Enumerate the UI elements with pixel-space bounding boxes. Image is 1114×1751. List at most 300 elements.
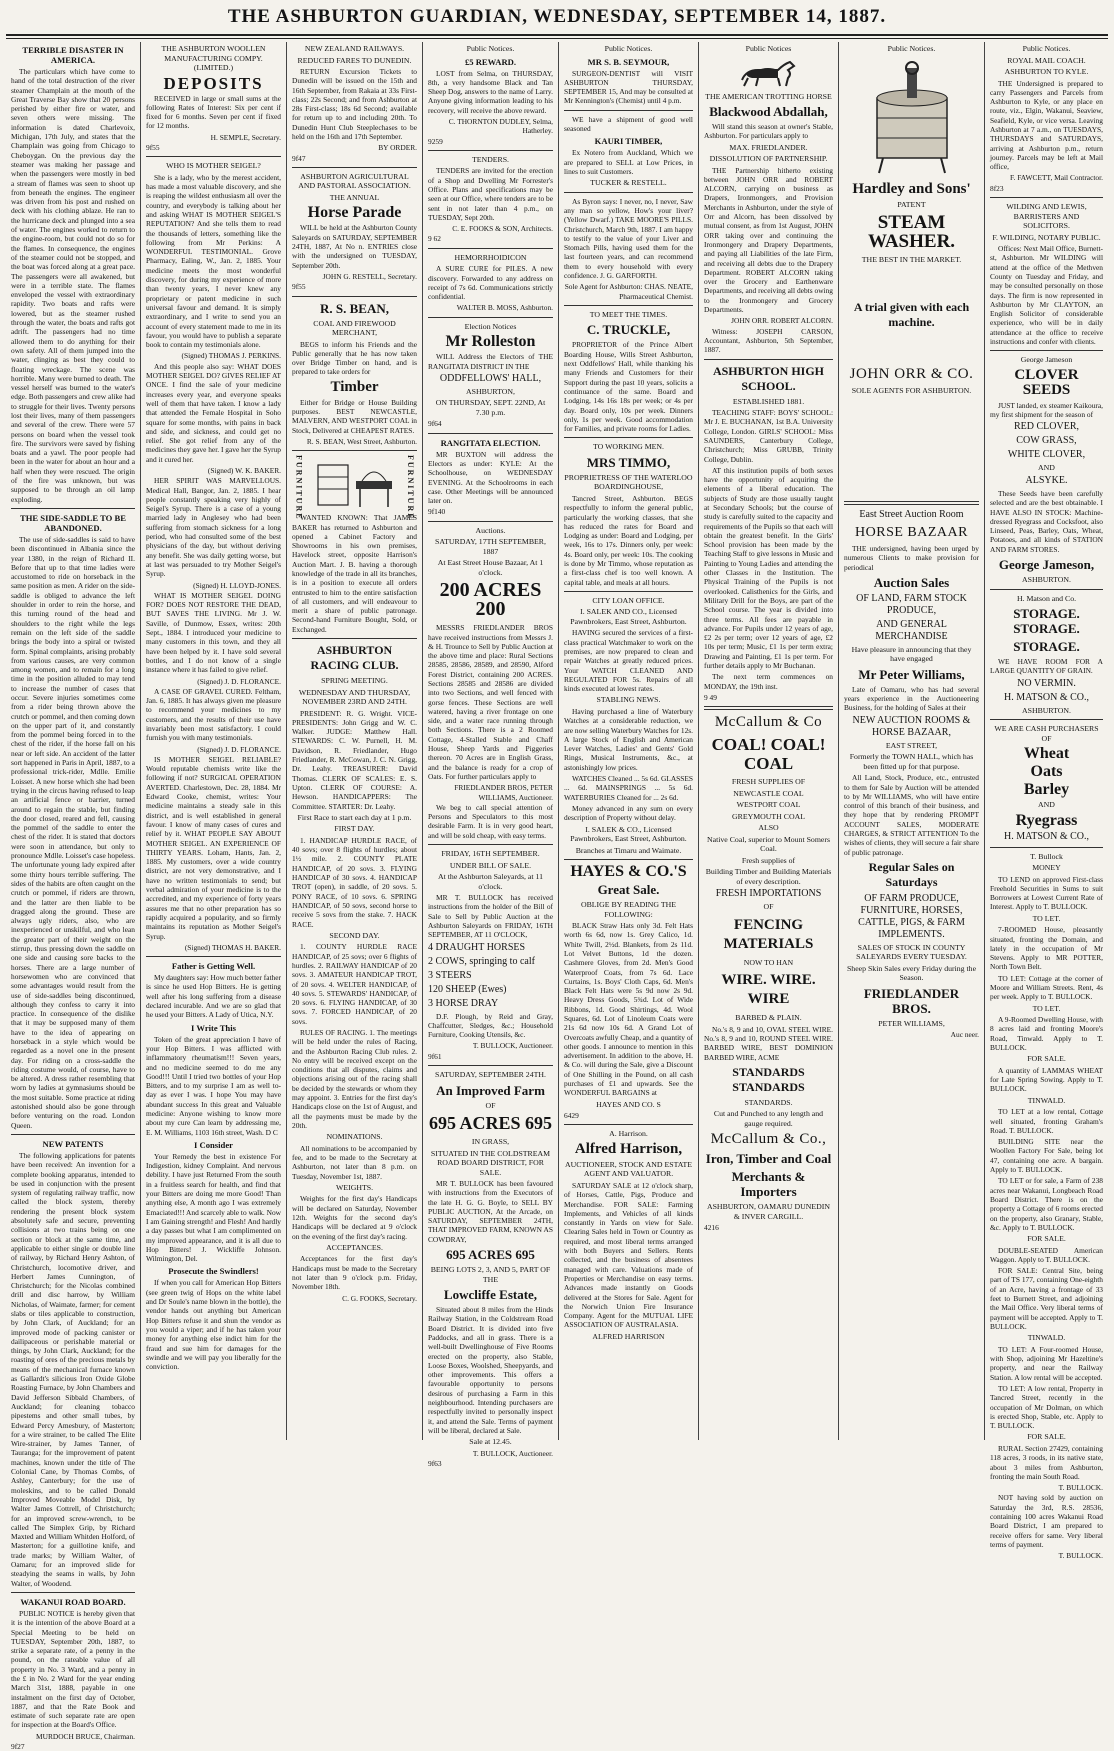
ad-heading: Prosecute the Swindlers! xyxy=(168,1266,259,1277)
ad-title: KAURI TIMBER, xyxy=(594,136,663,147)
divider xyxy=(564,437,693,438)
ad-subheading: PROPRIETRESS OF THE WATERLOO BOARDINGHOUSE, xyxy=(564,472,693,492)
ad-item: ALSYKE. xyxy=(1025,474,1068,486)
divider xyxy=(428,248,553,249)
divider xyxy=(428,844,553,845)
ad-text: BUILDING SITE near the Woollen Factory For Sale, being lot 47, containing one acre. A bargain. Apply to T. BULLOCK. xyxy=(990,1137,1103,1175)
auction-headline: 200 ACRES 200 xyxy=(439,579,542,621)
notice-title: RANGITATA ELECTION. xyxy=(440,437,541,448)
ad-heading: THE ASHBURTON WOOLLEN MANUFACTURING COMPY. (LIMITED.) xyxy=(161,44,266,72)
ad-title: George Jameson, xyxy=(998,557,1095,572)
auction-headline: 695 ACRES 695 xyxy=(428,1113,553,1133)
ad-heading: FOR SALE. xyxy=(1027,1234,1066,1244)
ad-subheading: COAL AND FIREWOOD MERCHANT, xyxy=(313,318,396,338)
notice-text: All nominations to be accompanied by fee, and to be made to the Secretary at Ashburton, not later than 8 p.m. on Tuesday, November 1st, 1887. xyxy=(292,1143,417,1181)
auction-text: We beg to call special attention of Persons and Speculators to this most desirable Farm. It is in very good heart, and will be sold cheap, with easy terms. xyxy=(428,802,553,840)
notice-subheading: THE ANNUAL xyxy=(329,192,380,202)
divider xyxy=(11,1134,135,1135)
notice-text: Acceptances for the first day's Handicaps must be made to the Secretary not later than 9 o'clock p.m. Friday, November 18th. xyxy=(292,1254,417,1292)
ad-code: 9 49 xyxy=(704,692,717,702)
notice-text: Weights for the first day's Handicaps will be declared on Saturday, November 12th. Weights for the second day's Handicaps will be declared at 9 o'clock on the evening of the first day's racing. xyxy=(292,1194,417,1241)
divider xyxy=(564,110,693,111)
ad-signature: R. S. BEAN, West Street, Ashburton. xyxy=(306,436,417,446)
auction-lot: 3 HORSE DRAY xyxy=(428,997,499,1009)
divider xyxy=(428,150,553,151)
ad-item: NOW TO HAN xyxy=(743,957,794,967)
ad-text: TO LET at a low rental, Cottage well situated, fronting Graham's Road. T. BULLOCK. xyxy=(990,1107,1103,1135)
ad-title: Wheat xyxy=(1023,745,1070,763)
notice-subheading: REDUCED FARES TO DUNEDIN. xyxy=(297,55,412,65)
auction-lot: 120 SHEEP (Ewes) xyxy=(428,983,507,995)
ad-text: These Seeds have been carefully selected and are the best obtainable. I HAVE ALSO IN STOCK: Machine-dressed Ryegrass and Cocksfoot, also Linseed, Peas, Barley, Oats, Wheat, Potatoes, and all kinds of STATION AND FARM STORES. xyxy=(990,488,1103,554)
ad-text: WE have a shipment of good well seasoned xyxy=(564,114,693,133)
notice-signature: JOHN G. RESTELL, Secretary. xyxy=(322,271,417,281)
ad-signature: C. THORNTON DUDLEY, Selma, Hatherley. xyxy=(448,116,553,136)
ad-text: BLACK Straw Hats only 3d. Felt Hats worth 6s 6d, now 1s. Grey Calico, 1d. White Twill, 2½d. Blankets, from 2s 11d. Lot Velvet Buttons, 1d the dozen. Cashmere Gloves, from 2d. Men's Good Waterproof Coats, from 7s 6d. Lace Curtains, 1s. Boys' Cloth Caps, 6d. Men's Black Felt Hats were 5s 9d now 2s 9d. Heavy Dress Goods, 5¾d. Lot of Wide Ribbons, 1d. Good Shirtings, 4d. Wool Squares, 6d. Lot of Linoleum Coats were 21s 6d now 10s 6d. A Grand Lot of Overcoats awfully Cheap, and a quantity of other goods. I announce to mention in this advertisement. In addition to the above, H. & Co. will during the Sale, give a Discount of One Shilling in the Pound, on all cash purchases of £1 and upwards. See the WONDERFUL BARGAINS at xyxy=(564,921,693,1098)
ad-signature: (Signed) W. K. BAKER. xyxy=(207,465,281,475)
auction-subheading: Sale at 12.45. xyxy=(469,1437,512,1447)
ad-text: TO LET: A Four-roomed House, with Shop, adjoining Mr Hazeltine's property, and near the Railway Station. A low rental will be accepted. xyxy=(990,1344,1103,1382)
ad-text: A SURE CURE for PILES. A new discovery. Forwarded to any address on receipt of 7s 6d. Communications strictly confidential. xyxy=(428,264,553,302)
ad-text: And this people also say: WHAT DOES MOTHER SEIGEL DO? GIVES RELIEF AT ONCE. I find the sale of your medicine increases every year, and everyone speaks well of them that have taken. I know a lady that attended the Female Hospital in Soho square for some months, with pains in back and side, and sickness, and could get no relief. She got relief from any of the medicines they gave her. I gave her the Syrup and it cured her. xyxy=(146,361,282,464)
ad-signature: (Signed) J. D. FLORANCE. xyxy=(197,744,281,754)
ad-item: Fresh supplies of xyxy=(741,855,796,865)
article-title: TERRIBLE DISASTER IN AMERICA. xyxy=(22,45,124,65)
ad-signature: TUCKER & RESTELL. xyxy=(590,178,667,188)
ad-item: RED CLOVER, xyxy=(1014,421,1079,433)
ad-subheading: F. WILDING, NOTARY PUBLIC. xyxy=(992,232,1101,242)
ad-place: ASHBURTON, OAMARU DUNEDIN & INVER CARGILL. xyxy=(706,1202,831,1221)
furniture-illustration-block xyxy=(292,455,417,521)
notice-text: 1. HANDICAP HURDLE RACE, of 40 sovs; over 8 flights of hurdles; about 1½ mile. 2. COUNTY PLATE HANDICAP, of 20 sovs. 3. FLYING HANDICAP of 30 sovs. 4. HANDICAP TROT (open), in saddle, of 20 sovs. 5. PONY RACE, of 10 sovs. 6. SPRING HANDICAP, of 50 sovs, second horse to receive 5 sovs from the stake. 7. HACK RACE. xyxy=(292,835,417,929)
divider xyxy=(428,521,553,522)
notice-text: RETURN Excursion Tickets to Dunedin will be issued on the 15th and 16th September, from Rakaia at 33s First-class; 22s Second; and from Ashburton at 28s First-class; 18s 6d Second; available for return up to and including 20th. To Dunedin Hunt Club Steeplechases to be held on the 16th and 17th September. xyxy=(292,67,417,142)
ad-code: 9f55 xyxy=(292,282,306,292)
steam-washer-engraving-icon xyxy=(857,58,967,178)
ad-text: THE Partnership hitherto existing between JOHN ORR and ROBERT ALCORN, carrying on business as Drapers, Ironmongers, and Provision Merchants in Ashburton, under the style of Orr and Alcorn, has been dissolved by mutual consent, as from 1st August, JOHN ORR taking over and continuing the Ironmongery and Drapery Departments, and paying all Liabilities of the late Firm, and receiving all debts due to the Drapery Department. ROBERT ALCORN taking over the Grocery and Earthenware Departments, and receiving all debts owing to the Ironmongery and Grocery Departments. xyxy=(704,165,833,315)
masthead-rule xyxy=(6,34,1108,36)
divider xyxy=(844,501,979,505)
ad-item: Cut and Punched to any length and gauge required. xyxy=(713,1109,824,1128)
section-heading: Public Notices xyxy=(745,44,792,53)
section-heading: A. Harrison. xyxy=(609,1129,648,1139)
notice-signature: MURDOCH BRUCE, Chairman. xyxy=(36,1731,135,1741)
ad-place: ASHBURTON. xyxy=(1022,575,1071,584)
ad-title: R. S. BEAN, xyxy=(320,300,389,316)
ad-text: TENDERS are invited for the erection of a Shop and Dwelling Mr Forrester's Office. Plans and specifications may be seen at our Office, where tenders are to be sent in not later than 4 p.m., on TUESDAY, Sept 20th. xyxy=(428,166,553,222)
ad-title: Merchants & Importers xyxy=(731,1169,806,1200)
divider xyxy=(146,956,281,957)
ad-title: Alfred Harrison, xyxy=(574,1140,683,1157)
column-6 xyxy=(699,42,839,1440)
ad-item: NO VERMIN. xyxy=(1017,677,1076,689)
divider xyxy=(428,433,553,434)
ad-heading: CITY LOAN OFFICE. xyxy=(592,595,665,605)
notice-text: PRESIDENT: R. G. Wright. VICE-PRESIDENTS: John Grigg and W. C. Walker. JUDGE: Matthew Hall. STEWARDS: C. W. Purnell, H. M. Davidson, R. Friedlander, Hugo Friedlander, R. McCowan, J. C. N. Grigg, Dr. Leahy. TREASURER: David Thomas. CLERK OF SCALES: E. S. Upton. CLERK OF COURSE: A. Hewson. HANDICAPPERS: The Committee. STARTER: Dr. Leahy. xyxy=(292,708,417,811)
ad-item: COW GRASS, xyxy=(1016,435,1077,447)
divider xyxy=(564,859,693,860)
ad-title: McCallum & Co xyxy=(714,714,823,731)
auction-lot: 4 DRAUGHT HORSES xyxy=(428,941,526,953)
article-title: THE SIDE-SADDLE TO BE ABANDONED. xyxy=(20,512,126,533)
ad-text: THE Undersigned is prepared to carry Passengers and Parcels from Ashburton to Kyle, or any place en route, viz., Elgin, Wakanui, Seaview, Seafield, Kyle, or vice versa. Leaving Ashburton at 7 a.m., on TUESDAYS, THURSDAYS and SATURDAYS, arriving at Ashburton p.m., return journey. Parcels may be left at Mail office, xyxy=(990,78,1103,172)
ad-text: FOR SALE: Central Site, being part of TS 177, containing One-eighth of an Acre, having a frontage of 33 feet to Burnett Street, and adjoining the Mail Office. Very liberal terms of payment will be accepted. Apply to T. BULLOCK. xyxy=(990,1266,1103,1331)
notice-signature: C. G. FOOKS, Secretary. xyxy=(342,1293,417,1303)
ad-title: COAL! COAL! COAL xyxy=(711,735,826,774)
ad-place: ASHBURTON. xyxy=(1022,705,1071,715)
ad-code: 9259 xyxy=(428,136,443,146)
column-4 xyxy=(423,42,559,1469)
ad-item: ALSO xyxy=(758,823,779,833)
ad-title: C. TRUCKLE, xyxy=(586,322,671,338)
ad-title: Ryegrass xyxy=(1015,811,1078,829)
ad-item: Have pleasure in announcing that they have engaged xyxy=(851,644,972,664)
ad-code: 9f27 xyxy=(11,1742,25,1751)
ad-title: MR S. B. SEYMOUR, xyxy=(587,56,670,67)
ad-heading: TO LET. xyxy=(1032,913,1061,923)
divider xyxy=(564,192,693,193)
ad-heading: FOR SALE. xyxy=(1027,1432,1066,1442)
auction-subheading: UNDER BILL OF SALE. xyxy=(449,860,532,870)
column-1 xyxy=(6,42,141,1751)
auction-headline: Lowcliffe Estate, xyxy=(443,1287,538,1303)
notice-heading: ASHBURTON AGRICULTURAL AND PASTORAL ASSOCIATION. xyxy=(298,171,411,191)
ad-heading: WILDING AND LEWIS, BARRISTERS AND SOLICITORS. xyxy=(1006,202,1087,231)
ad-title: STANDARDS STANDARDS xyxy=(732,1064,805,1094)
column-2 xyxy=(141,42,287,1440)
notice-text: 1. COUNTY HURDLE RACE HANDICAP, of 25 sovs; over 6 flights of hurdles. 2. RAILWAY HANDICAP of 20 sovs. 3. AMATEUR HANDICAP TROT, of 20 sovs. 4. WELTER HANDICAP, of 40 sovs. 5. STEWARDS' HANDICAP, of 20 sovs. 6. FLYING HANDICAP, of 30 sovs. 7. FORCED HANDICAP, of 20 sovs. xyxy=(292,942,417,1026)
ad-text: If when you call for American Hop Bitters (see green twig of Hops on the white label and Dr Soule's name blown in the bottle), the vendor hands out anything but American Hop Bitters refuse it and shun the vendor as you would a viper; and if he has taken your money for anything else indict him for the fraud and sue him for damages for the swindle and we will pay you liberally for the conviction. xyxy=(146,1278,281,1372)
divider xyxy=(292,167,417,168)
ad-code: 9f55 xyxy=(146,142,160,152)
ad-item: OF xyxy=(763,902,774,912)
ad-heading: TO LET. xyxy=(1032,1003,1061,1013)
notice-title: ASHBURTON RACING CLUB. xyxy=(310,643,399,673)
ad-text: TO LEND on approved First-class Freehold Securities in Sums to suit Borrowers at Lowest Current Rate of Interest. Apply to T. BULLOCK. xyxy=(990,874,1103,912)
ad-text: IS MOTHER SEIGEL RELIABLE? Would reputable chemists write like the following if not? SURGICAL OPERATION AVERTED. Charlestown, Dec. 28, 1884. Mr Edward Cooke, chemist, writes: Your medicine maintains a steady sale in this district, and is well established in general favour. I know of many cases of cures and relief by it. WHAT PEOPLE SAY ABOUT MOTHER SEIGEL. AN EXPERIENCE OF THIRTY YEARS. Loham, Hants, Jan. 2, 1885. My customers, over a wide country district, are not very demonstrative, and I have no written testimonials to send; but verbal admiration of your medicine is to the accredited, and my experience of forty years assures me that no other preparation has so rapidly acquired a popularity, and so firmly maintains its reputation as Mother Seigel's Syrup. xyxy=(146,754,281,941)
notice-title: Horse Parade xyxy=(307,204,402,222)
ad-text: NOT having sold by auction on Saturday the 3rd, R.S. 28536, containing 100 acres Wakanui Road Board District, I am prepared to receive offers for same. Very liberal terms of payment. xyxy=(990,1493,1103,1549)
article-text: The particulars which have come to hand of the total destruction of the river steamer Champlain at the mouth of the Great Traverse Bay show that 20 persons perished by either fire or water, and seven others were missing. The information is dated Charlevoix, Michigan, 17th July, and states that the Champlain was going from Chicago to Cheboygan. On the previous day the steamer was making her passage and when the passengers were mostly in bed a stream of flames was seen to shoot up from beneath the engines. The engineer was driven from his post and rushed on deck with his clothing ablaze. He ran to the hurricane deck and plunged into a sea of water. The engines worked to return to the engine-room, but could not do so for the flames. In consequence, the engines of the steamer could not be stopped, and the boat was forced along at a great pace. The passengers were all awakened, but were in a terrible state. The flames enveloped the vessel with extraordinary rapidity. Two boats and rafts were lowered, but as the steamer rushed through the water, the boats and rafts got adrift. The passengers had no time allowed them to do anything for their own safety. All of them jumped into the water, clinging as best they could to floating wreckage. The scene was horrible. Many were burned to death. The vessel herself was burned to the water's edge. Both passengers and crew alike had to struggle for their lives. Twenty persons lost their lives, many of them passengers and several of the crew. There were 57 persons on board when the vessel took fire. The survivors were saved by fishing boats and a yawl. The poor people had been in the water for about an hour and a half when they were rescued. The origin of the fire was unknown, but was supposed to be through an oil lamp exploding. xyxy=(11,67,135,504)
section-heading: George Jameson xyxy=(1020,355,1073,365)
divider xyxy=(292,296,417,297)
ad-title: £5 REWARD. xyxy=(464,56,517,67)
ad-title: JOHN ORR & CO. xyxy=(849,365,974,382)
spacer xyxy=(844,333,979,363)
ad-text: WHAT IS MOTHER SEIGEL DOING FOR? DOES NOT RESTORE THE DEAD, BUT SAVES THE LIVING. Mr J. W. Saville, of Dunmow, Essex, writes: 20th Sept., 1884. I introduced your medicine to many customers in this town, and they all have been helped by it. I have sold several bottles, and I do not know of a single instance where it has failed to give relief. xyxy=(146,590,281,675)
ad-signature: JOHN ORR. ROBERT ALCORN. xyxy=(731,316,833,326)
ad-signature: Auc neer. xyxy=(950,1030,979,1040)
ad-text: Tancred Street, Ashburton. BEGS respectfully to inform the general public, particularly the working classes, that she has reduced the rates for Board and Lodging as under: Board and Lodging, per week, 16s to 17s. Dinners only, per week: 4s. Board only, per week: 10s. The cooking is done by Mr Timmo, whose reputation as a first-class chef is too well known. A capital table, and meals at all hours. xyxy=(564,493,693,587)
ad-text: She is a lady, who by the merest accident, has made a most valuable discovery, and she is reaping the wildest enthusiasm all over the country, and everybody is talking about her and asking WHAT IS MOTHER SEIGEL'S REPUTATION? And she tells them to read the thousands of letters, something like the following from Mr Perkins: A WONDERFUL TESTIMONIAL. Grove Pharmacy, Ealing, W., Jan. 2, 1885. Your medicine meets the most wonderful discovery, for during my experience of more than twenty years, I never knew any proprietary or patent medicine in such universal favour and demand. It is simply extraordinary, and I write to send you an account of every statement made to me in its favour, you would have to publish a separate book to contain my testimonials alone. xyxy=(146,172,281,350)
ad-title: STORAGE. xyxy=(1013,639,1080,654)
ad-text: Token of the great appreciation I have of your Hop Bitters. I was afflicted with inflammatory rheumatism!!! Seven years, and no medicine seemed to do me any Good!!! Until I tried two bottles of your Hop Bitters, and to my surprise I am as well to-day as ever I was. I hope You may have abundant success In this great and Valuable medicine: Anyone wishing to know more about my cure Can learn by addressing me, E. M. Williams, 1103 16th street, Wash. D C xyxy=(146,1034,281,1137)
ad-text: Will stand this season at owner's Stable, Ashburton. For particulars apply to xyxy=(704,122,833,141)
ad-code: 9f47 xyxy=(292,153,306,163)
ad-code: 8f23 xyxy=(990,183,1004,193)
ad-signature: H. MATSON & CO., xyxy=(1003,830,1089,842)
auction-signature: T. BULLOCK, Auctioneer. xyxy=(472,1448,553,1458)
ad-text: PROPRIETOR of the Prince Albert Boarding House, Wills Street Ashburton, next Oddfellows' Hall, while thanking his many Friends and Customers for their Support during the past 10 years, solicits a continuance of the same. Board and Lodging, 14s 16s 18s per week; or 4s per day. Board only, 10s per week. Dinners only, 1s per week. Good accommodation for Families, and private rooms for Ladies. xyxy=(564,340,693,434)
article-text: The following applications for patents have been received: An invention for a complete booking apparatus, intended to be used in conjunction with the present system of regulating railway traffic, now called the block system, thereby rendering the present block system absolutely safe and secure, preventing collisions at two trains being on one section or block at the same time, and applicable to either single or double line of railway, by Richard Henry Ashton, of Christchurch, locomotive driver, and Herbert James Cunnington, of Christchurch; for the Nicolas combined drill and disc harrow, by William Nicholas, of Waimate, farmer; for cement slabs or tiles applicable to construction, by John Clark, of Auckland; for an improved mode of packing canister or dailipaceous or perishable material or things, by John Clark, Auckland; for the roasting of ores of the precious metals by means of the mechanical furnace known as Gallardt's silicious Iron Oxide Globe Roasting Furnace, by John Chambers and David Jefferson Sibbald Chambers, of Auckland; for cleaning tobacco pipestems and other small tubes, by Edward Percy Amesbury, of Masterton; for a wire strainer, to be called The Elite Wire-strainer, by James Tanner, of Tauranga; for the improvement of patent machines, known under the title of The Colonial Cane, by Thomas Combs, of Ashley, Canterbury; for the use of moleskins, and to be called Donald Improved Moveable Model Disk, by Walter James Cottrell, of Christchurch; for an improved screw-wrench, to be called The Simplex Grip, by Richard Maxted and William Whitden Holford, of Masterton; for a guillotine knife, and trade marks; by William Walter, of Oamaru; for an improved slide for steadying the seams in walls, by John Walter, of Woodend. xyxy=(11,1150,135,1588)
ad-title: Auction Sales xyxy=(873,574,950,590)
ad-title: FRIEDLANDER BROS. xyxy=(863,985,960,1016)
section-heading: Public Notices. xyxy=(887,44,936,53)
notice-text: RULES OF RACING. 1. The meetings will be held under the rules of Racing, and the Ashburton Racing Club rules. 2. No entry will be received except on the conditions that all disputes, claims and objections arising out of the racing shall be decided by the stewards or whom they may appoint. 3. Entries for the first day's Handicaps close on the 1st of August, and all the payments must be made by the 20th. xyxy=(292,1027,417,1130)
notice-text: WILL Address the Electors of THE RANGITATA DISTRICT IN THE xyxy=(428,352,553,371)
ad-signature: F. FAWCETT, Mail Contractor. xyxy=(1010,173,1103,183)
ad-subheading: PATENT xyxy=(897,199,926,209)
ad-heading: WHO IS MOTHER SEIGEL? xyxy=(166,161,261,171)
auction-headline: An Improved Farm xyxy=(436,1082,545,1098)
auction-text: D.F. Plough, by Reid and Gray, Chaffcutter, Sledges, &c.; Household Furniture, Cooking Utensils, &c. xyxy=(428,1011,553,1040)
auction-signature: FRIEDLANDER BROS, PETER WILLIAMS, Auctioneer. xyxy=(454,783,553,802)
notice-subheading: WEIGHTS. xyxy=(335,1182,374,1192)
ad-title: East Street Auction Room xyxy=(859,509,964,520)
notice-subheading: SECOND DAY. xyxy=(329,930,380,940)
ad-title: Barley xyxy=(1023,781,1070,799)
article-title: NEW PATENTS xyxy=(42,1138,104,1149)
ad-item: Native Coal, superior to Mount Somers Coal. xyxy=(706,834,830,854)
ad-subheading: AUCTIONEER, STOCK AND ESTATE AGENT AND VALUATOR. xyxy=(564,1159,692,1179)
ad-title: DEPOSITS xyxy=(163,73,264,93)
ad-signature: (Signed) H. LLOYD-JONES. xyxy=(193,580,281,590)
ad-subheading: ESTABLISHED 1881. xyxy=(732,396,805,406)
ad-heading: TENDERS. xyxy=(471,154,510,164)
ad-text: TEACHING STAFF: BOYS' SCHOOL: Mr J. E. BUCHANAN, 1st B.A. University College, London. GIRLS' SCHOOL: Miss SAUNDERS, Canterbury College, Christchurch; Miss GRUBB, Trinity College, Dublin. xyxy=(704,408,833,464)
auction-date: FRIDAY, 16TH SEPTEMBER. xyxy=(441,849,540,859)
ad-title: HORSE BAZAAR xyxy=(855,525,968,540)
divider xyxy=(292,638,417,639)
ad-text: WANTED KNOWN: That JAMES BAKER has returned to Ashburton and opened a Cabinet Factory and Showrooms in his own premises, Havelock street, opposite Harrison's Auction Mart. J. B. having a thorough knowledge of the trade in all its branches, is in a position to execute all orders entrusted to him to the entire satisfaction of all customers, and will endeavour to merit a share of public patronage. Second-hand Furniture Bought, Sold, or Exchanged. xyxy=(292,513,417,634)
notice-subheading: FIRST DAY. xyxy=(334,824,375,834)
ad-title: STEAM WASHER. xyxy=(867,212,956,252)
ad-item: Formerly the TOWN HALL, which has been fitted up for that purpose. xyxy=(849,752,974,771)
ad-text: BEGS to inform his Friends and the Public generally that he has now taken over Bridge Timber on hand, and is prepared to take orders for xyxy=(292,339,417,377)
ad-text: No.'s 8, 9 and 10, OVAL STEEL WIRE. No.'s 8, 9 and 10, ROUND STEEL WIRE. BARBED WIRE, BEST DOMINION BARBED WIRE, ACME xyxy=(704,1024,833,1062)
ad-title: Hardley and Sons' xyxy=(852,180,971,197)
masthead-title: THE ASHBURTON GUARDIAN, WEDNESDAY, SEPTEMBER 14, 1887. xyxy=(227,6,887,27)
notice-subheading: First Race to start each day at 1 p.m. xyxy=(297,812,412,822)
ad-text: LOST from Selma, on THURSDAY, 8th, a very handsome Black and Tan Sheep Dog, answers to the name of Larry. Anyone giving information leading to his recovery, will receive the above reward. xyxy=(428,68,553,115)
ad-text: WE HAVE ROOM FOR A LARGE QUANTITY OF GRAIN. xyxy=(990,657,1103,676)
ad-heading: ROYAL MAIL COACH. xyxy=(1007,55,1086,65)
auction-lot: 3 STEERS xyxy=(428,969,472,981)
section-heading: Public Notices. xyxy=(1022,44,1071,53)
ad-text: JUST landed, ex steamer Kaikoura, my first shipment for the season of xyxy=(990,400,1103,420)
notice-text: MR BUXTON will address the Electors as under: KYLE: At the Schoolhouse, on WEDNESDAY EVENING. At the Schoolrooms in each case. Other Meetings will be announced later on. xyxy=(428,449,553,506)
auction-date: SATURDAY, SEPTEMBER 24TH. xyxy=(435,1070,546,1079)
divider xyxy=(564,305,693,306)
ad-item: BARBED & PLAIN. xyxy=(735,1013,802,1023)
ad-title: FRESH IMPORTATIONS xyxy=(715,888,822,900)
furniture-label-left: FURNITURE xyxy=(294,455,304,521)
ad-text: A quantity of LAMMAS WHEAT for Late Spring Sowing. Apply to T. BULLOCK. xyxy=(990,1065,1103,1094)
ad-text: RECEIVED in large or small sums at the following Rates of Interest: Six per cent if fixed for 6 months. Seven per cent if fixed for 12 months. xyxy=(146,93,281,131)
ad-subheading: FRESH SUPPLIES OF xyxy=(731,777,806,787)
auction-subheading: SITUATED IN THE COLDSTREAM ROAD BOARD DISTRICT, FOR SALE. xyxy=(430,1148,551,1177)
ad-heading: TO MEET THE TIMES. xyxy=(589,309,668,319)
ad-title: STORAGE. STORAGE. xyxy=(1013,606,1080,636)
ad-title: Regular Sales on Saturdays xyxy=(868,859,955,889)
ad-text: Offices: Next Mail Office, Burnett-st, Ashburton. Mr WILDING will attend at the office of the Methven County on Tuesday and Friday, and may be consulted personally on those days. The firm is now represented in Ashburton by Mr CLAYTON, an English Solicitor of considerable experience, who will be in daily attendance at the office to receive instructions and confer with clients. xyxy=(990,244,1103,347)
ad-item: SALES OF STOCK IN COUNTY SALEYARDS EVERY TUESDAY. xyxy=(856,942,967,962)
divider xyxy=(428,1065,553,1066)
section-heading: H. Matson and Co. xyxy=(1016,593,1077,603)
ad-signature: WALTER B. MOSS, Ashburton. xyxy=(456,303,553,313)
ad-title: Mr Peter Williams, xyxy=(858,666,965,682)
divider xyxy=(428,317,553,318)
auction-place: At the Ashburton Saleyards, at 11 o'clock. xyxy=(438,872,543,891)
notice-place: ODDFELLOWS' HALL, xyxy=(439,372,542,384)
divider xyxy=(704,359,833,360)
ad-item: AND xyxy=(1038,800,1055,810)
ad-title: Iron, Timber and Coal xyxy=(705,1151,832,1167)
masthead-rule-thin xyxy=(6,38,1108,39)
ad-signature: I. SALEK & CO., Licensed Pawnbrokers, East Street, Ashburton. xyxy=(570,824,687,844)
divider xyxy=(564,1124,693,1125)
ad-title: Timber xyxy=(330,378,379,395)
horse-engraving-icon xyxy=(734,58,804,88)
notice-text: WILL be held at the Ashburton County Saleyards on SATURDAY, SEPTEMBER 24TH, 1887, At No n. ENTRIES close with the undersigned on TUESDAY, September 20th. xyxy=(292,223,417,270)
furniture-label-right: FURNITURE xyxy=(406,455,415,521)
ad-text: Your Remedy the best in existence For Indigestion, kidney Complaint. And nervous debility. I have just Returned From the south in a fruitless search for health, and find that your Bitters are doing me more Good! Than anything else, A month ago I was extremely Emaciated!!! And scarcely able to walk. Now I am Gaining strength! and Flesh! And hardly a day passes but what I am complimented on my improved appearance, and it is all due to Hop Bitters! J. Wickliffe Johnson. Wilmington, Del. xyxy=(146,1151,281,1264)
ad-text: Having purchased a line of Waterbury Watches at a considerable reduction, we are now selling Waterbury Watches for 12s. A large Stock of English and American Lever Watches, Ladies' and Gents' Gold Rings, Musical Instruments, &c., at astonishingly low prices. xyxy=(564,706,693,772)
ad-text: SURGEON-DENTIST will VISIT ASHBURTON THURSDAY, SEPTEMBER 15, And may be consulted at Mr Kennington's (Chemist) until 4 p.m. xyxy=(564,68,693,106)
ad-title: CLOVER SEEDS xyxy=(1014,366,1079,398)
notice-date: ON THURSDAY, SEPT. 22ND, At 7.30 p.m. xyxy=(435,398,546,417)
ad-item: NEWCASTLE COAL xyxy=(733,788,804,798)
masthead xyxy=(0,6,1114,34)
ad-text: HER SPIRIT WAS MARVELLOUS. Medical Hall, Bangor, Jan. 2, 1885. I hear people constantly speaking very highly of Seigel's Syrup. There is a case of a young married lady in Anglesey who had been suffering from stomach sickness for a long period, who had consulted some of the best physicians of the day, but without deriving any benefit. She was daily getting worse, but at last was persuaded to try Mother Seigel's Syrup. xyxy=(146,476,281,579)
column-7 xyxy=(839,42,985,1440)
divider xyxy=(990,719,1103,720)
ad-title: HAYES & CO.'S xyxy=(570,863,687,881)
divider xyxy=(564,591,693,592)
ad-item: GREYMOUTH COAL xyxy=(732,811,805,821)
article-text: The use of side-saddles is said to have been discontinued in Albania since the year 1380, in the reign of Richard II. Before that up to that time ladies were accustomed to ride on horseback in the same position as men. A rider on the side-saddle is obliged to advance the left shoulder in order to rein the horse, and this turning round of the head and shoulders to the right while the legs remain on the left side of the saddle brings the body into a spiral or twisted form. Spinal complaints, arising probably from various causes, are very common among women, and to remain for a long time in the position alluded to may tend to increase the number of cases that occur. Severe injuries sometimes come from a rider being thrown above the crutch or pommel, and then coming down on the upper part of it, and constantly from the pommel being forced in to the chest of the rider, if the horse fall on his near or left side. An accident of the latter sort happened in Paris in April, 1887, to a professional trick-rider, Mdlle. Emilie Loisset. A new horse which she had been trying in the circus having refused to leap an artificial fence or barrier, turned around to regain the stable, but finding the door closed, reared and fell, causing the pommel of the saddle to enter the chest of the rider. It is stated that doctors were soon in attendance, but only to pronounce Mdlle. Loisset's case hopeless. The unfortunate young lady expired after some thirty hours terrible suffering. The sides of the habits are often caught on the crutch or pommel, if riders are thrown, and the latter are then liable to be dragged along the ground. These are always ugly riders, also, who are inexperienced or unskilful, and who lean the greater part of their weight on the stirrup, thus pressing down the saddle on one side and causing sore backs to the horses. There are a large number of horsewomen who are convinced that some advantages would result from the use of side-saddles being discontinued, although they confess to carry it into practice. In consequence of the dislike that it may be supposed many of them have to the idea of appearing on horseback in a style which would be regarded as a novel one in the present day. For riding on a cross-saddle the riding costume would, of course, have to be altered. A dress rather resembling that worn by ladies at gymnasiums should be the most suitable. Some practice at riding astonished should also be gone through before venturing on the road. London Queen. xyxy=(11,534,135,1130)
auction-text: MESSRS FRIEDLANDER BROS have received instructions from Messrs J. & H. Trounce to Sell by Public Auction at the above time and place: Rural Sections 28585, 28586, 28589, and 28590, Alford Forest District, containing 200 ACRES. Sections 28585 and 28586 are divided into two Sections, and well fenced with gorse fences. These Sections are well watered, having a river frontage on one side, and a water race running through both Sections. There is a 2 Roomed Cottage, 4-Stalled Stable and Chaff House, Sheep Yards and Piggeries thereon. 70 Acres are in English Grass, and the balance is ready for a crop of Oats. For further particulars apply to xyxy=(428,623,553,781)
column-8 xyxy=(985,42,1108,1561)
ad-item: Building Timber and Building Materials of every description. xyxy=(705,867,832,886)
ad-heading: TINWALD. xyxy=(1027,1095,1066,1105)
divider xyxy=(704,706,833,710)
ad-title: MRS TIMMO, xyxy=(586,454,671,470)
column-5 xyxy=(559,42,699,1440)
furniture-engraving-icon xyxy=(310,455,400,511)
ad-text: DOUBLE-SEATED American Waggon. Apply to T. BULLOCK. xyxy=(990,1245,1103,1264)
ad-title: FENCING MATERIALS xyxy=(723,916,814,952)
notice-subheading: SPRING MEETING. xyxy=(321,676,388,686)
ad-heading: I Write This xyxy=(191,1022,236,1033)
ad-text: 7-ROOMED House, pleasantly situated, fronting the Domain, and lately in the occupation of Mr Stevens. Apply to MR POTTER, North Town Belt. xyxy=(990,925,1103,972)
ad-text: TO LET or for sale, a Farm of 238 acres near Wakanui, Longbeach Road Board District. There is on the property a Cottage of 6 rooms erected on the property, also Granary, Stable, &c. Apply to T. BULLOCK. xyxy=(990,1176,1103,1232)
ad-text: Witness: JOSEPH CARSON, Accountant, Ashburton, 5th September, 1887. xyxy=(704,326,833,355)
ad-text: Late of Oamaru, who has had several years experience in the Auctioneering Business, for the holding of Sales at their xyxy=(844,684,979,713)
ad-heading: TINWALD. xyxy=(1027,1333,1066,1343)
ad-text: A CASE OF GRAVEL CURED. Feltham, Jan. 6, 1885. It has always given me pleasure to recommend your medicines to my customers, and the results of their use have invariably been most satisfactory. I could furnish you with many testimonials. xyxy=(146,686,281,743)
notice-title: WAKANUI ROAD BOARD. xyxy=(20,1596,126,1607)
ad-heading: THE AMERICAN TROTTING HORSE xyxy=(705,91,832,101)
ad-heading: STABLING NEWS. xyxy=(596,695,661,705)
ad-heading: TO WORKING MEN. xyxy=(593,442,664,452)
ad-code: 9f63 xyxy=(428,1459,442,1469)
ad-signature: (Signed) J. D. FLORANCE. xyxy=(197,676,281,686)
ad-heading: MONEY xyxy=(1032,863,1061,873)
ad-subheading: OF LAND, FARM STOCK PRODUCE, xyxy=(856,592,967,616)
ad-subheading: AND GENERAL MERCHANDISE xyxy=(875,618,948,642)
divider xyxy=(11,508,135,509)
ad-text: The next term commences on MONDAY, the 19th inst. xyxy=(704,672,833,691)
ad-text: TO LET: Cottage at the corner of Moore and William Streets. Rent, 4s per week. Apply to T. BULLOCK. xyxy=(990,973,1103,1002)
ad-subheading: OF FARM PRODUCE, FURNITURE, HORSES, CATTLE, PIGS, & FARM IMPLEMENTS. xyxy=(858,892,965,940)
ad-text: SATURDAY SALE at 12 o'clock sharp, of Horses, Cattle, Pigs, Produce and Merchandise. FOR SALE: Farming Implements, and Vehicles of all kinds constantly in Yards on view for Sale. Clearing Sales held in Town or Country as required, and most liberal terms arranged with both Buyers and Sellers. Rents collected, and the business of absentees managed with care. Valuations made of Properties or Merchandise on easy terms. Advances made instantly on Goods delivered at the Stores for Sale. Agent for the Norwich Union Fire Insurance Company. Agent for the MUTUAL LIFE ASSOCIATION OF AUSTRALASIA. xyxy=(564,1180,693,1330)
ad-text: Either for Bridge or House Building purposes. BEST NEWCASTLE, MALVERN, AND WESTPORT COAL in Stock, Delivered at CHEAPEST RATES. xyxy=(292,397,417,435)
ad-signature: (Signed) THOMAS J. PERKINS. xyxy=(181,351,281,361)
ad-signature: HAYES AND CO. S xyxy=(596,1099,661,1109)
divider xyxy=(990,589,1103,590)
ad-heading: Father is Getting Well. xyxy=(171,961,256,972)
ad-subheading: I. SALEK AND CO., Licensed Pawnbrokers, East Street, Ashburton. xyxy=(570,607,687,626)
notice-place: ASHBURTON, xyxy=(466,386,515,396)
ad-text: As Byron says: I never, no, I never, Saw any man so yellow, How's your liver? (Yellow Dwarf.) TAKE MOORE'S PILLS. Christchurch, March 9th, 1887. I am happy to testify to the value of your Liver and Stomach Pills, having used them for the last fourteen years, and can recommend them to every household with every confidence. J. G. GARFORTH. xyxy=(564,196,693,281)
ad-item: Sheep Skin Sales every Friday during the Season. xyxy=(846,963,977,983)
divider xyxy=(990,350,1103,351)
ad-heading: DISSOLUTION OF PARTNERSHIP. xyxy=(709,154,828,164)
ad-signature: Sole Agent for Ashburton: CHAS. NEATE, Pharmaceutical Chemist. xyxy=(564,282,693,301)
ad-item: EAST STREET, xyxy=(885,740,938,750)
ad-title: McCallum & Co., xyxy=(710,1131,827,1148)
ad-subheading: THE BEST IN THE MARKET. xyxy=(861,255,962,264)
ad-text: RURAL Section 27429, containing 118 acres, 3 roods, in its native state, about 3 miles from Ashburton, fronting the main South Road. xyxy=(990,1443,1103,1481)
section-heading: Public Notices. xyxy=(604,44,653,53)
auction-subheading: OF xyxy=(485,1100,496,1110)
notice-text: PUBLIC NOTICE is hereby given that it is the intention of the above Board at a Special Meeting to be held on TUESDAY, September 20th, 1887, to strike a separate rate, of a penny in the pound, on the rateable value of all property in No. 3 Ward, and a penny in the £ in No. 2 Ward for the year ending March 31st, 1888, payable in one instalment on the first day of October, 1887, and that the Rate Book and estimate of such separate rate are open for inspection at the Board's Office. xyxy=(11,1608,135,1730)
ad-text: THE undersigned, having been urged by numerous Clients to make provision for periodical xyxy=(844,544,979,572)
ad-code: 4216 xyxy=(704,1223,719,1233)
ad-subheading: ASHBURTON TO KYLE. xyxy=(1004,67,1089,76)
section-heading: T. Bullock xyxy=(1030,851,1063,861)
ad-item: WHITE CLOVER, xyxy=(1007,449,1086,461)
ad-text: WATCHES Cleaned ... 5s 6d. GLASSES ... 6d. MAINSPRINGS ... 5s 6d. WATERBURIES Cleaned for ... 2s 6d. xyxy=(564,774,693,802)
ad-signature: H. SEMPLE, Secretary. xyxy=(210,132,281,142)
ad-text: AT this institution pupils of both sexes have the opportunity of acquiring the elements of a liberal education. The subjects of Study are those usually taught at Secondary Schools; but the course of study is carefully suited to the capacity and requirements of the Pupils so that each will obtain the greatest benefit. In the Girls' School provision has been made by the Teaching Staff to give lessons in Music and Painting to Young Ladies and attending the other Classes in the Institution. The Physical Training of the Pupils is not overlooked. Calisthenics for the Girls, and Military Drill for the Boys, are part of the School course. The year is divided into three terms. All fees are payable in advance. For Pupils under 12 years of age, £2 2s per term; over 12 years of age, £2 10s per term; Music, £1 1s per term extra; Drawing and Painting, £1 1s per term. For further details apply to Mr Buchanan. xyxy=(704,465,833,671)
spacer xyxy=(844,267,979,297)
ad-text: My daughters say: How much better father is since he used Hop Bitters. He is getting well after his long suffering from a disease declared incurable. And we are so glad that he used your Bitters. A Lady of Utica, N.Y. xyxy=(146,973,281,1020)
ad-heading: WE ARE CASH PURCHASERS OF xyxy=(994,724,1099,743)
ad-title: ASHBURTON HIGH SCHOOL. xyxy=(712,363,825,393)
divider xyxy=(292,450,417,451)
ad-code: 6429 xyxy=(564,1111,579,1121)
ad-signature: ALFRED HARRISON xyxy=(592,1331,665,1341)
auction-signature: T. BULLOCK, Auctioneer. xyxy=(472,1041,553,1051)
ad-title: Oats xyxy=(1030,763,1063,781)
auction-lot: 2 COWS, springing to calf xyxy=(428,955,535,967)
auction-headline: 695 ACRES 695 xyxy=(446,1247,535,1263)
auction-text: MR T. BULLOCK has been favoured with instructions from the Executors of the late H. G. G. Boyle, to SELL BY PUBLIC AUCTION, At the Arcade, on SATURDAY, SEPTEMBER 24TH, THAT IMPROVED FARM, KNOWN AS COWDRAY, xyxy=(428,1179,553,1244)
ad-item: WESTPORT COAL xyxy=(736,800,801,810)
auction-text: Situated about 8 miles from the Hinds Railway Station, in the Coldstream Road Board District. It is divided into five Paddocks, and all in grass. There is a well-built Dwellinghouse of Five Rooms erected on the property, also Stable, Loose Boxes, Woolshed, Sheepyards, and other improvements. This offers a favourable opportunity to persons desirous of purchasing a Farm in this neighbourhood. Intending purchasers are respectfully invited to personally inspect it, and attend the Sale. Terms of payment will be liberal, declared at Sale. xyxy=(428,1305,553,1435)
ad-code: 9f64 xyxy=(428,419,442,429)
ad-subheading: NEW AUCTION ROOMS & HORSE BAZAAR, xyxy=(852,714,971,738)
divider xyxy=(146,156,281,157)
ad-title: A trial given with each machine. xyxy=(853,299,970,329)
ad-code: 9f140 xyxy=(428,507,446,517)
notice-signature: BY ORDER. xyxy=(378,143,417,153)
notice-subheading: NOMINATIONS. xyxy=(326,1132,383,1142)
ad-subheading: Branches at Timaru and Waimate. xyxy=(575,845,682,855)
ad-subheading: SOLE AGENTS FOR ASHBURTON. xyxy=(851,385,972,395)
